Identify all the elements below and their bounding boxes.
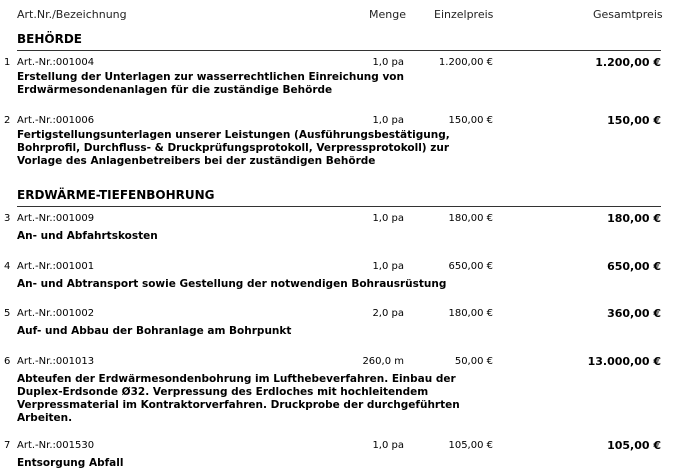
total-price: 360,00 € [607,307,661,320]
article-number: Art.-Nr.:001006 [17,115,95,126]
unit-price: 105,00 € [448,440,493,451]
position-number: 3 [4,213,11,224]
total-price: 180,00 € [607,212,661,225]
position-number: 1 [4,57,11,68]
section-heading [17,30,661,51]
article-number: Art.-Nr.:001009 [17,213,95,224]
table-header [0,0,678,26]
article-number: Art.-Nr.:001001 [17,261,95,272]
item-description: Erstellung der Unterlagen zur wasserrechtlichen Einreichung von Erdwärmesondenanlagen für die zuständige Behörde [17,71,404,96]
unit-price: 50,00 € [454,356,493,367]
article-number: Art.-Nr.:001004 [17,57,95,68]
section-title: ERDWÄRME-TIEFENBOHRUNG [17,188,215,202]
total-price: 1.200,00 € [595,56,661,69]
unit-price: 180,00 € [448,213,493,224]
section-title: BEHÖRDE [17,32,82,46]
item-description: An- und Abtransport sowie Gestellung der notwendigen Bohrausrüstung [17,278,447,290]
column-header-gesamtpreis: Gesamtpreis [593,8,663,21]
item-description: Abteufen der Erdwärmesondenbohrung im Lufthebeverfahren. Einbau der Duplex-Erdsonde Ø32. Verpressung des Erdloches mit hochleitendem Verpressmaterial im Kontraktorverfahren. Druckprobe der durchgeführten Arbeiten. [17,373,460,424]
position-number: 4 [4,261,11,272]
quantity: 1,0 pa [372,115,404,126]
quantity: 1,0 pa [372,261,404,272]
column-header-menge: Menge [369,8,406,21]
quantity: 1,0 pa [372,213,404,224]
total-price: 13.000,00 € [587,355,661,368]
position-number: 6 [4,356,11,367]
quantity: 260,0 m [362,356,404,367]
column-header-bezeichnung: Art.Nr./Bezeichnung [17,8,127,21]
position-number: 5 [4,308,11,319]
unit-price: 150,00 € [448,115,493,126]
section-heading [17,186,661,207]
total-price: 105,00 € [607,439,661,452]
quantity: 1,0 pa [372,57,404,68]
item-description: Fertigstellungsunterlagen unserer Leistungen (Ausführungsbestätigung, Bohrprofil, Durchfluss- & Druckprüfungsprotokoll, Verpressprotokoll) zur Vorlage des Anlagenbetreibers bei der zuständigen Behörde [17,129,450,167]
item-description: An- und Abfahrtskosten [17,230,158,242]
article-number: Art.-Nr.:001002 [17,308,95,319]
position-number: 2 [4,115,11,126]
unit-price: 650,00 € [448,261,493,272]
item-description: Entsorgung Abfall [17,457,124,469]
item-description: Auf- und Abbau der Bohranlage am Bohrpunkt [17,325,292,337]
quantity: 2,0 pa [372,308,404,319]
position-number: 7 [4,440,11,451]
quantity: 1,0 pa [372,440,404,451]
article-number: Art.-Nr.:001013 [17,356,95,367]
column-header-einzelpreis: Einzelpreis [434,8,494,21]
total-price: 650,00 € [607,260,661,273]
article-number: Art.-Nr.:001530 [17,440,95,451]
unit-price: 1.200,00 € [438,57,493,68]
total-price: 150,00 € [607,114,661,127]
unit-price: 180,00 € [448,308,493,319]
